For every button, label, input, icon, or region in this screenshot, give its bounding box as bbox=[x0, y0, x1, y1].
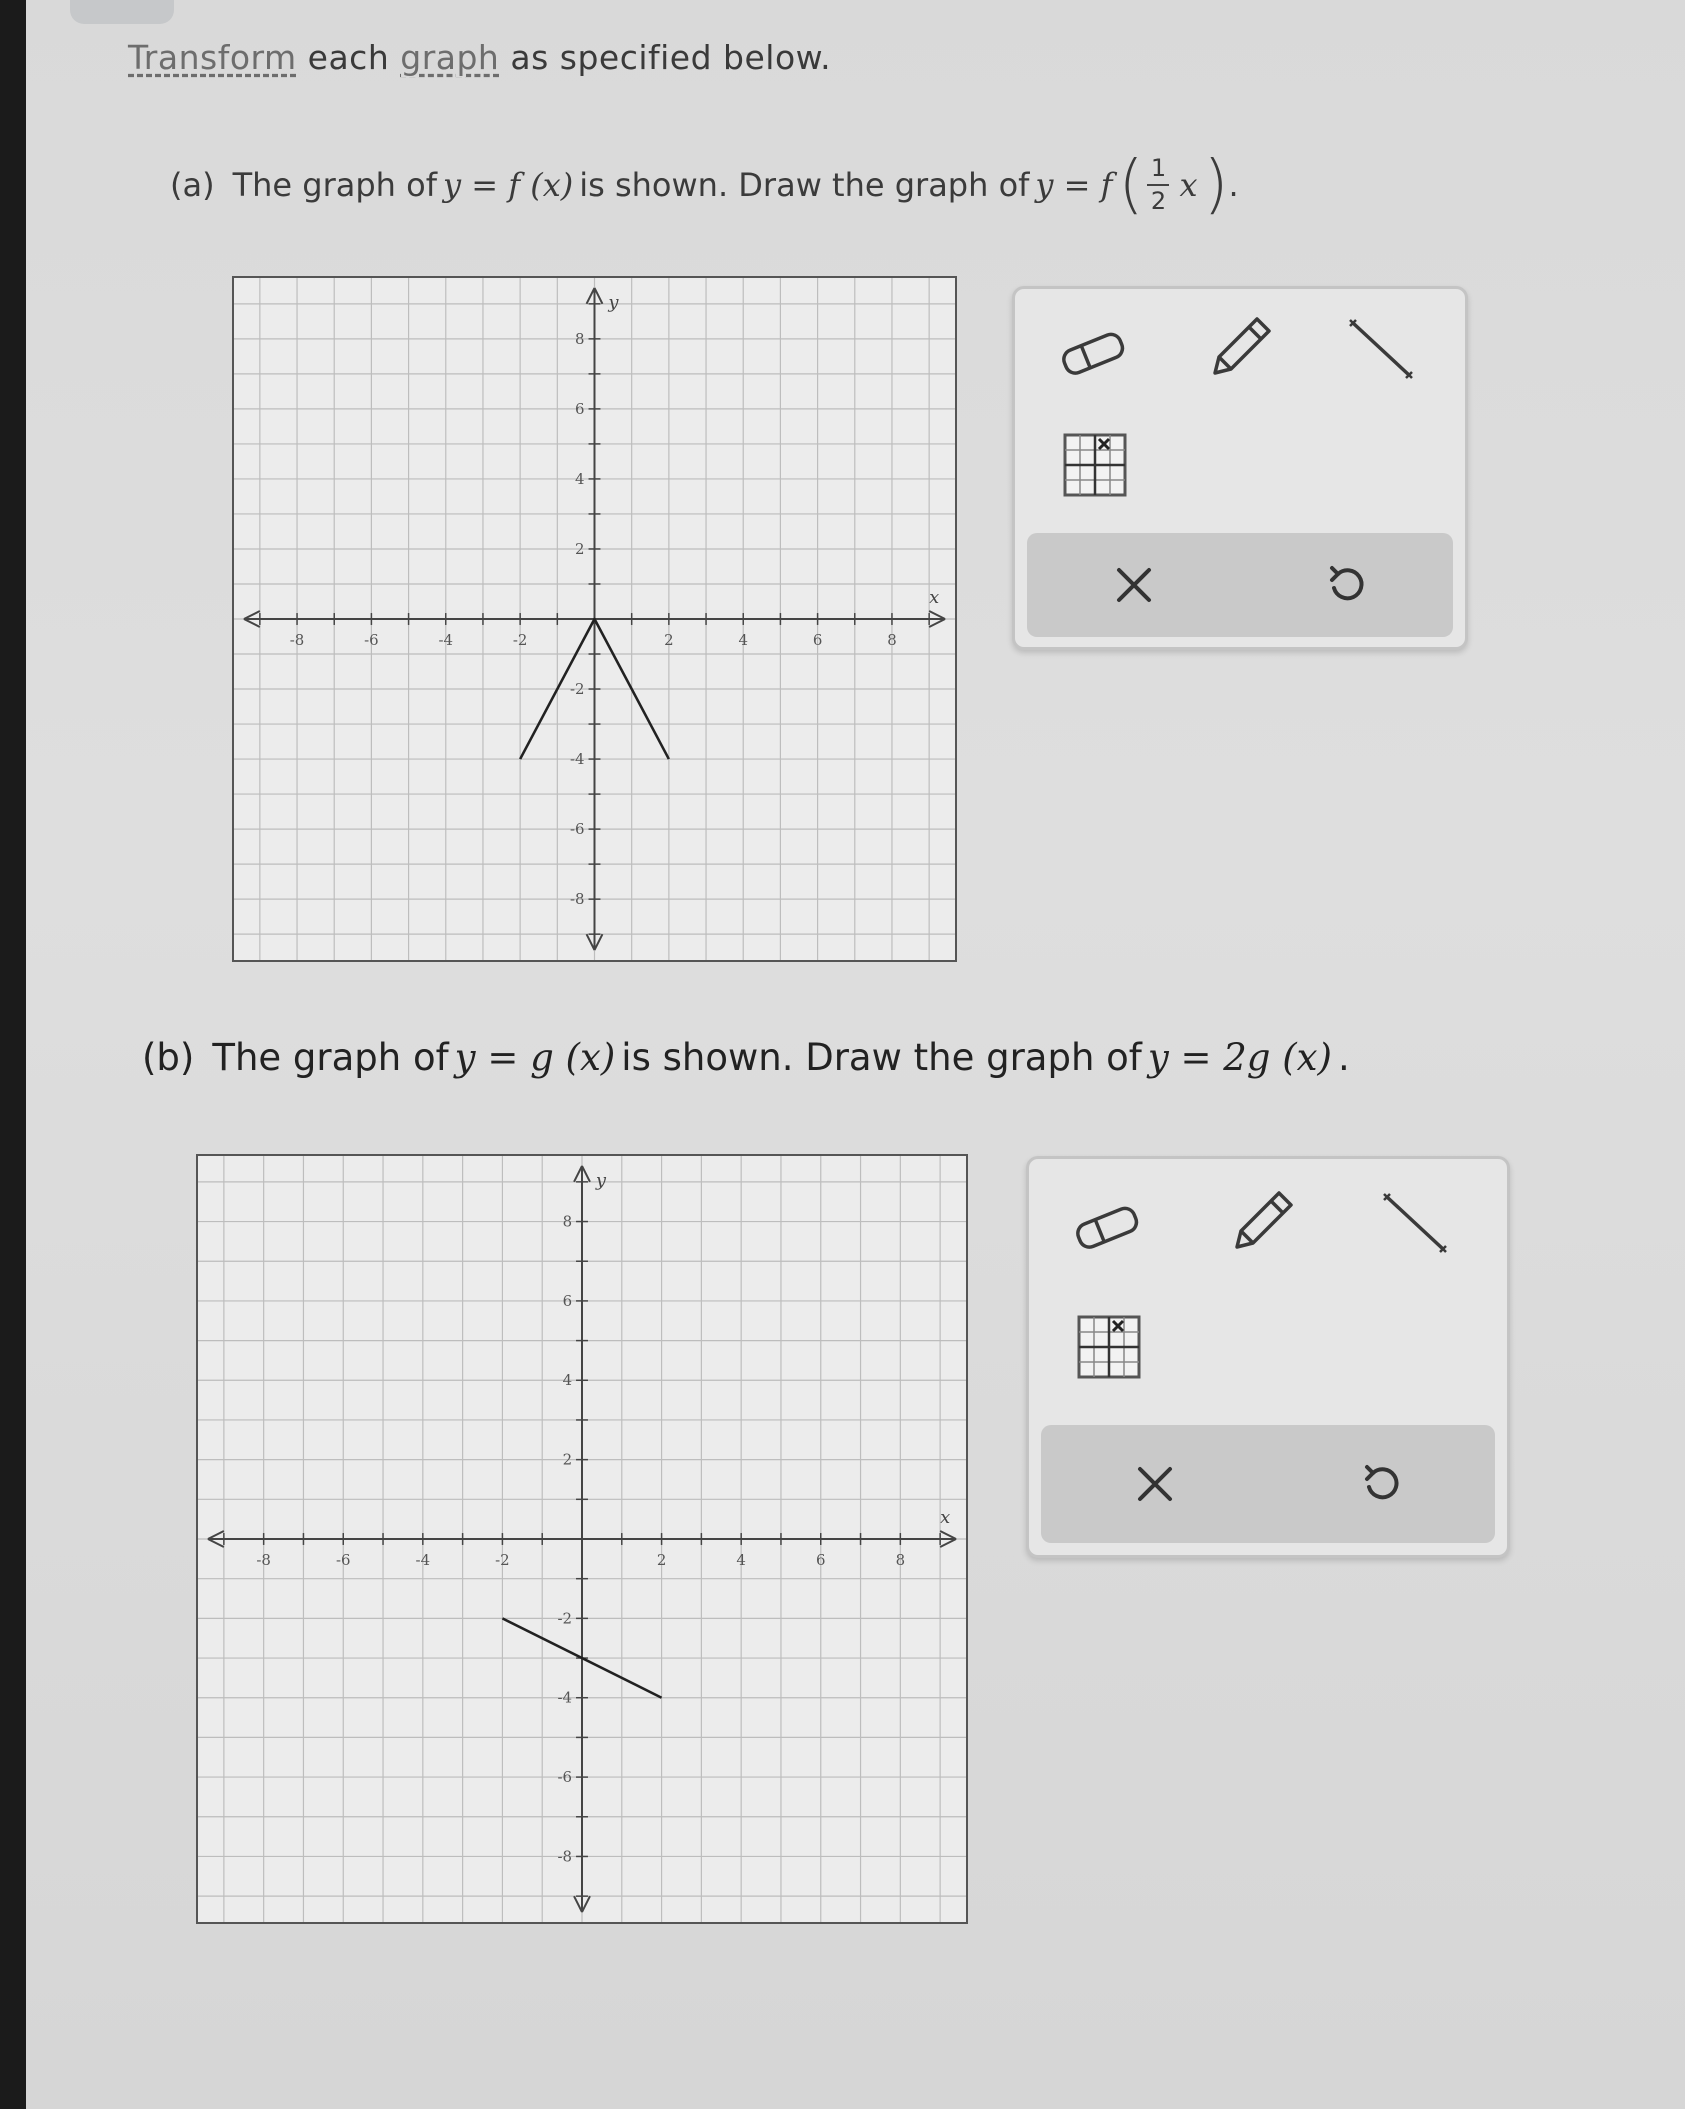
y-tick-label: 6 bbox=[575, 399, 585, 418]
toolbox-b bbox=[1026, 1156, 1510, 1558]
x-tick-label: -6 bbox=[335, 1550, 351, 1569]
instruction-text: Transform each graph as specified below. bbox=[128, 38, 832, 77]
x-tick-label: -2 bbox=[512, 630, 528, 649]
clear-button[interactable] bbox=[1110, 1439, 1200, 1529]
point-grid-icon bbox=[1069, 1307, 1149, 1387]
action-bar-b bbox=[1041, 1425, 1495, 1543]
x-tick-label: 2 bbox=[656, 1550, 667, 1569]
action-bar-a bbox=[1027, 533, 1453, 637]
y-tick-label: 2 bbox=[562, 1450, 573, 1469]
graph-a-canvas[interactable] bbox=[232, 276, 957, 962]
point-grid-icon bbox=[1055, 425, 1135, 505]
y-tick-label: -8 bbox=[557, 1847, 573, 1866]
given-function-f: y = f (x) bbox=[442, 166, 574, 204]
x-tick-label: 8 bbox=[887, 630, 897, 649]
y-tick-label: -2 bbox=[570, 680, 585, 699]
line-segment-icon bbox=[1375, 1183, 1455, 1263]
y-tick-label: 4 bbox=[562, 1371, 573, 1390]
x-tick-label: 6 bbox=[816, 1550, 826, 1569]
y-tick-label: 4 bbox=[575, 469, 585, 488]
y-tick-label: 6 bbox=[562, 1291, 573, 1310]
graph-b-canvas[interactable] bbox=[196, 1154, 968, 1924]
y-tick-label: -4 bbox=[570, 750, 585, 769]
pencil-icon bbox=[1201, 305, 1281, 385]
point-tool-button[interactable] bbox=[1055, 425, 1135, 505]
clear-x-icon bbox=[1111, 562, 1157, 608]
y-axis-label: y bbox=[595, 1169, 607, 1191]
screen-bezel bbox=[0, 0, 26, 2109]
line-tool-button[interactable] bbox=[1375, 1183, 1455, 1263]
x-tick-label: -2 bbox=[495, 1550, 510, 1569]
undo-button[interactable] bbox=[1337, 1439, 1427, 1529]
line-tool-button[interactable] bbox=[1341, 309, 1421, 389]
eraser-tool-button[interactable] bbox=[1055, 313, 1135, 393]
eraser-icon bbox=[1069, 1187, 1149, 1267]
y-tick-label: -6 bbox=[557, 1768, 573, 1787]
x-tick-label: 8 bbox=[895, 1550, 906, 1569]
y-axis-label: y bbox=[608, 291, 619, 313]
x-tick-label: -8 bbox=[256, 1550, 271, 1569]
target-function-prefix: y = f bbox=[1035, 166, 1113, 204]
x-tick-label: 2 bbox=[664, 630, 674, 649]
pencil-tool-button[interactable] bbox=[1201, 305, 1281, 385]
x-tick-label: 4 bbox=[736, 1550, 746, 1569]
pencil-tool-button[interactable] bbox=[1223, 1179, 1303, 1259]
undo-icon bbox=[1359, 1461, 1405, 1507]
pencil-icon bbox=[1223, 1179, 1303, 1259]
glossary-link-graph[interactable]: graph bbox=[400, 38, 500, 77]
y-tick-label: 2 bbox=[575, 539, 585, 558]
y-tick-label: 8 bbox=[562, 1212, 573, 1231]
question-b-label: (b) bbox=[142, 1036, 195, 1079]
x-axis-label: x bbox=[929, 587, 940, 609]
toolbox-a bbox=[1012, 286, 1468, 650]
x-tick-label: 4 bbox=[738, 630, 748, 649]
undo-button[interactable] bbox=[1302, 540, 1392, 630]
glossary-link-transform[interactable]: Transform bbox=[128, 38, 297, 77]
y-tick-label: -8 bbox=[570, 890, 585, 909]
graph-b-svg[interactable] bbox=[198, 1156, 966, 1922]
line-segment-icon bbox=[1341, 309, 1421, 389]
given-function-g: y = g (x) bbox=[454, 1036, 616, 1079]
eraser-tool-button[interactable] bbox=[1069, 1187, 1149, 1267]
x-axis-label: x bbox=[940, 1507, 951, 1529]
question-b: (b) The graph of y = g (x) is shown. Draw the graph of y = 2g (x) . bbox=[142, 1036, 1350, 1079]
y-tick-label: -6 bbox=[570, 820, 585, 839]
point-tool-button[interactable] bbox=[1069, 1307, 1149, 1387]
question-a-label: (a) bbox=[170, 166, 215, 204]
x-tick-label: -4 bbox=[415, 1550, 431, 1569]
y-tick-label: -2 bbox=[557, 1609, 573, 1628]
clear-x-icon bbox=[1132, 1461, 1178, 1507]
top-tab[interactable] bbox=[70, 0, 174, 24]
x-tick-label: -6 bbox=[364, 630, 379, 649]
question-a: (a) The graph of y = f (x) is shown. Draw the graph of y = f ( $\frac{1}{2}$ x ) . bbox=[170, 148, 1239, 222]
eraser-icon bbox=[1055, 313, 1135, 393]
x-tick-label: -8 bbox=[289, 630, 305, 649]
target-function-2g: y = 2g (x) bbox=[1147, 1036, 1332, 1079]
graph-a-svg[interactable] bbox=[234, 278, 955, 960]
y-tick-label: -4 bbox=[557, 1688, 573, 1707]
clear-button[interactable] bbox=[1089, 540, 1179, 630]
x-tick-label: 6 bbox=[812, 630, 823, 649]
undo-icon bbox=[1324, 562, 1370, 608]
fraction-one-half: $\frac{1}{2}$ bbox=[1147, 156, 1169, 214]
x-tick-label: -4 bbox=[438, 630, 454, 649]
y-tick-label: 8 bbox=[575, 329, 585, 348]
